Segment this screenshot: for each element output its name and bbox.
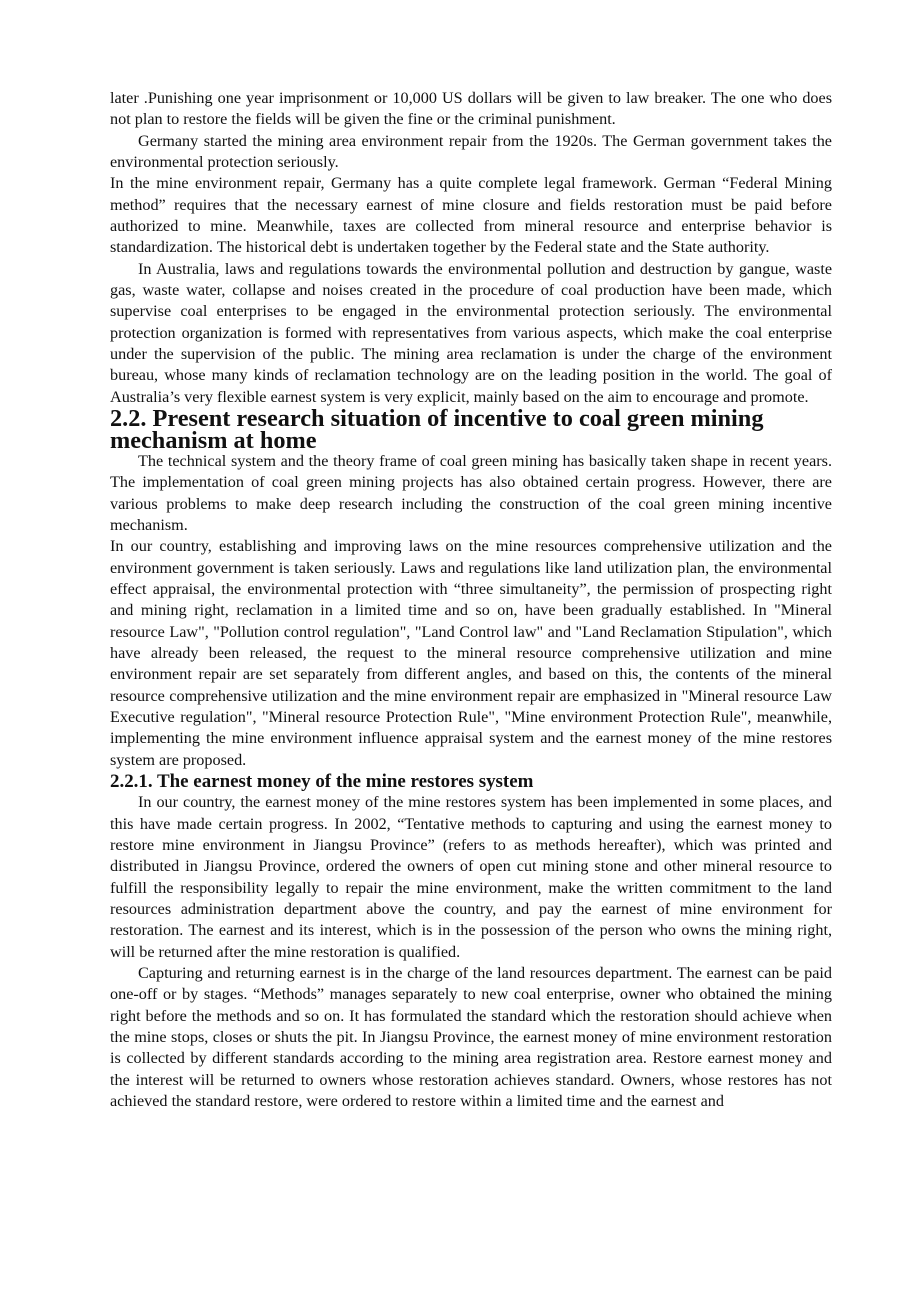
paragraph-germany-intro: Germany started the mining area environment repair from the 1920s. The German government takes the environmental protection seriously. xyxy=(110,131,832,172)
paragraph-technical-system: The technical system and the theory frame of coal green mining has basically taken shape in recent years. The implementation of coal green mining projects has also obtained certain progress. However, there are various problems to make deep research including the construction of the coal green mining incentive mechanism. xyxy=(110,451,832,534)
paragraph-earnest-returning: Capturing and returning earnest is in the charge of the land resources department. The earnest can be paid one-off or by stages. “Methods” manages separately to new coal enterprise, owner who obtained the mining right before the methods and so on. It has formulated the standard which the restoration should achieve when the mine stops, closes or shuts the pit. In Jiangsu Province, the earnest money of mine environment restoration is collected by different standards according to the mining area registration area. Restore earnest money and the interest will be returned to owners whose restoration achieves standard. Owners, whose restores has not achieved the standard restore, were ordered to restore within a limited time and the earnest and xyxy=(110,964,832,1111)
document-page xyxy=(110,88,832,1113)
section-heading-2-2-1: 2.2.1. The earnest money of the mine restores system xyxy=(110,771,534,792)
paragraph-germany-legal: In the mine environment repair, Germany has a quite complete legal framework. German “Federal Mining method” requires that the necessary earnest of mine closure and fields restoration must be paid before authorized to mine. Meanwhile, taxes are collected from mineral resource and enterprise behavior is standardization. The historical debt is undertaken together by the Federal state and the State authority. xyxy=(110,174,832,257)
section-heading-2-2: 2.2. Present research situation of incentive to coal green mining mechanism at home xyxy=(110,405,764,454)
paragraph-penalty-continuation: later .Punishing one year imprisonment or 10,000 US dollars will be given to law breaker. The one who does not plan to restore the fields will be given the fine or the criminal punishment. xyxy=(110,89,832,129)
paragraph-australia: In Australia, laws and regulations towards the environmental pollution and destruction by gangue, waste gas, waste water, collapse and noises created in the procedure of coal production have been made, which supervise coal enterprises to be engaged in the environmental protection seriously. The environmental protection organization is formed with representatives from various aspects, which make the coal enterprise under the supervision of the public. The mining area reclamation is under the charge of the environment bureau, whose many kinds of reclamation technology are on the leading position in the world. The goal of Australia’s very flexible earnest system is very explicit, mainly based on the aim to encourage and promote. xyxy=(110,259,832,406)
paragraph-laws-regulations: In our country, establishing and improving laws on the mine resources comprehensive utilization and the environment government is taken seriously. Laws and regulations like land utilization plan, the environmental effect appraisal, the environmental protection with “three simultaneity”, the permission of prospecting right and mining right, reclamation in a limited time and so on, have been gradually established. In "Mineral resource Law", "Pollution control regulation", "Land Control law" and "Land Reclamation Stipulation", which have already been released, the request to the mineral resource comprehensive utilization and mine environment repair are set separately from different angles, and based on this, the contents of the mineral resource comprehensive utilization and the mine environment repair are emphasized in "Mineral resource Law Executive regulation", "Mineral resource Protection Rule", "Mine environment Protection Rule", meanwhile, implementing the mine environment influence appraisal system and the earnest money of the mine restores system are proposed. xyxy=(110,537,832,769)
paragraph-jiangsu-methods: In our country, the earnest money of the mine restores system has been implemented in some places, and this have made certain progress. In 2002, “Tentative methods to capturing and using the earnest money to restore mine environment in Jiangsu Province” (refers to as methods hereafter), which was printed and distributed in Jiangsu Province, ordered the owners of open cut mining stone and other mineral resource to fulfill the responsibility legally to repair the mine environment, make the written commitment to the land resources administration department above the country, and pay the earnest of mine environment for restoration. The earnest and its interest, which is in the possession of the person who owns the mining right, will be returned after the mine restoration is qualified. xyxy=(110,793,832,961)
